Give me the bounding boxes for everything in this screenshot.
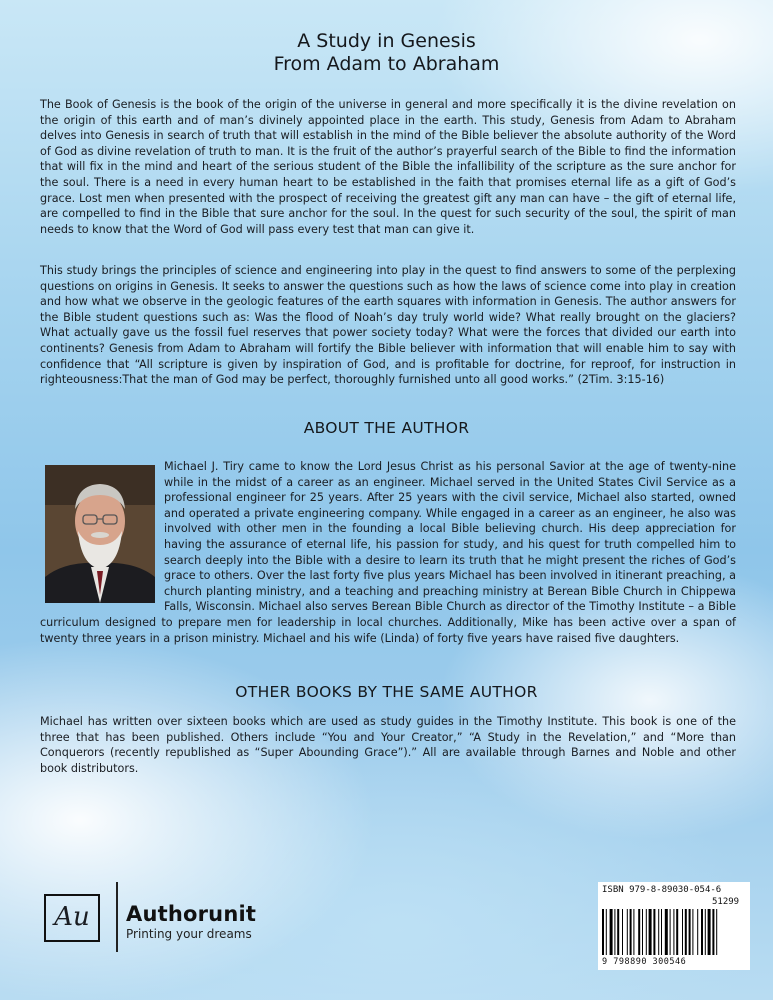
isbn-barcode (598, 882, 750, 970)
about-author-text (40, 459, 736, 646)
publisher-logo (44, 882, 274, 952)
other-books-paragraph: Michael has written over sixteen books which are used as study guides in the Timothy Institute. This book is one of the three that has been published. Others include “You and Your Creator,” “A Study in the Revelation,” and “More than Conquerors (recently republished as “Super Abounding Grace”).” All are available through Barnes and Noble and other book distributors. (40, 715, 736, 775)
price-code: 51299 (712, 897, 740, 907)
about-author-heading: ABOUT THE AUTHOR (303, 419, 470, 437)
publisher-tagline: Printing your dreams (126, 927, 252, 941)
barcode-number: 9 798890 300546 (602, 957, 687, 967)
logo-divider (116, 882, 118, 952)
barcode-bars-icon (602, 909, 746, 955)
other-books-heading: OTHER BOOKS BY THE SAME AUTHOR (235, 683, 538, 701)
about-author-paragraph: Michael J. Tiry came to know the Lord Jesus Christ as his personal Savior at the age of twenty-nine while in the midst of a career as an engineer. Michael served in the United States Civil Service as a professional engineer for 25 years. After 25 years with the civil service, Michael also started, owned and operated a private engineering company. While engaged in a career as an engineer, he also was involved with other men in the founding a local Bible believing church. His deep appreciation for having the assurance of eternal life, his passion for study, and his quest for truth compelled him to search deeply into the Bible with a desire to learn its truth that he might present the riches of God’s grace to others. Over the last forty five plus years Michael has been involved in itinerant preaching, a church planting ministry, and a teaching and preaching ministry at Berean Bible Church in Chippewa Falls, Wisconsin. Michael also serves Berean Bible Church as director of the Timothy Institute – a Bible curriculum designed to prepare men for leadership in local churches. Additionally, Mike has been active over a span of twenty three years in a prison ministry. Michael and his wife (Linda) of forty five years have raised five daughters. (40, 460, 736, 645)
title-line-1: A Study in Genesis (297, 30, 476, 52)
publisher-name: Authorunit (126, 902, 257, 926)
isbn-text: ISBN 979-8-89030-054-6 (602, 885, 722, 895)
description-paragraph-2: This study brings the principles of science and engineering into play in the quest to find answers to some of the perplexing questions on origins in Genesis. It seeks to answer the questions such as how the laws of science come into play in creation and how what we observe in the geologic features of the earth squares with information in Genesis. The author answers for the Bible student questions such as: Was the flood of Noah’s day truly world wide? What really brought on the glaciers? What actually gave us the fossil fuel reserves that power society today? What were the forces that divided our earth into continents? Genesis from Adam to Abraham will fortify the Bible believer with information that will enable him to say with confidence that “All scripture is given by inspiration of God, and is profitable for doctrine, for reproof, for instruction in righteousness:That the man of God may be perfect, thoroughly furnished unto all good works.” (2Tim. 3:15-16) (40, 264, 736, 387)
title-line-2: From Adam to Abraham (273, 53, 500, 75)
publisher-mark: Au (44, 894, 100, 942)
description-paragraph-1: The Book of Genesis is the book of the origin of the universe in general and more specifically it is the divine revelation on the origin of this earth and of man’s divinely appointed place in the earth. This study, Genesis from Adam to Abraham delves into Genesis in search of truth that will establish in the mind of the Bible believer the absolute authority of the Word of God as divine revelation of truth to man. It is the fruit of the author’s prayerful search of the Bible to find the information that will fix in the mind and heart of the serious student of the Bible the infallibility of the scripture as the sure anchor for the soul. There is a need in every human heart to be established in the faith that promises eternal life as a gift of God’s grace. Lost men when presented with the prospect of receiving the greatest gift any man can have – the gift of eternal life, are compelled to find in the Bible that sure anchor for the soul. In the quest for such security of the soul, the spirit of man needs to know that the Word of God will pass every test that man can give it. (40, 98, 736, 236)
book-title (0, 30, 773, 76)
